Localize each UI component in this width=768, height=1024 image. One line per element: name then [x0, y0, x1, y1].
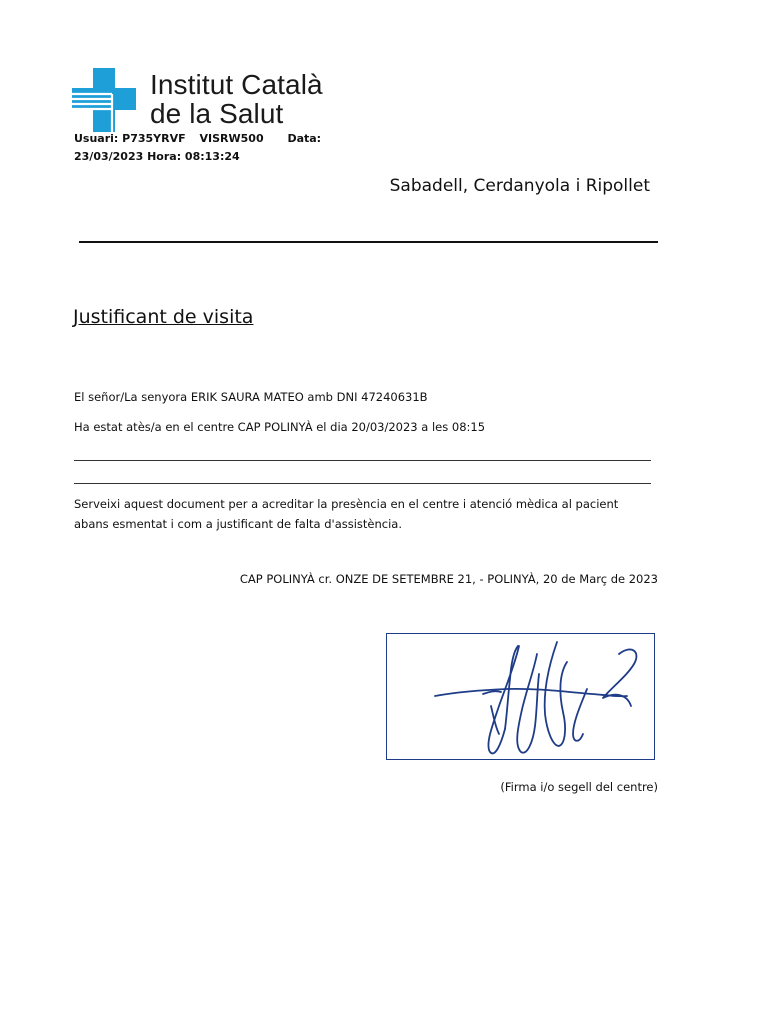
handwritten-signature-icon: [387, 634, 656, 761]
body-paragraph: Serveixi aquest document per a acreditar la presència en el centre i atenció mèdica al pacient abans esmentat i com a justificant de falta d'assistència.: [74, 497, 619, 531]
institut-logo-cross-icon: [72, 68, 136, 132]
divider-2: [74, 483, 651, 484]
patient-line: El señor/La senyora ERIK SAURA MATEO amb DNI 47240631B: [74, 390, 428, 404]
region-name: Sabadell, Cerdanyola i Ripollet: [389, 176, 650, 196]
date-time: 23/03/2023 Hora: 08:13:24: [74, 150, 240, 163]
date-label: Data:: [287, 132, 322, 145]
header-divider: [79, 241, 658, 243]
user-meta: [74, 130, 321, 166]
divider-1: [74, 460, 651, 461]
organization-name: [150, 70, 323, 128]
user-id: Usuari: P735YRVF: [74, 132, 186, 145]
station-id: VISRW500: [199, 132, 264, 145]
organization-name-line1: Institut Català: [150, 69, 323, 100]
place-date: CAP POLINYÀ cr. ONZE DE SETEMBRE 21, - POLINYÀ, 20 de Març de 2023: [239, 572, 658, 586]
signature-box: [386, 633, 655, 760]
signature-caption: (Firma i/o segell del centre): [500, 780, 658, 794]
organization-name-line2: de la Salut: [150, 98, 284, 129]
document-title: Justificant de visita: [73, 306, 254, 328]
attended-line: Ha estat atès/a en el centre CAP POLINYÀ el dia 20/03/2023 a les 08:15: [74, 420, 486, 434]
